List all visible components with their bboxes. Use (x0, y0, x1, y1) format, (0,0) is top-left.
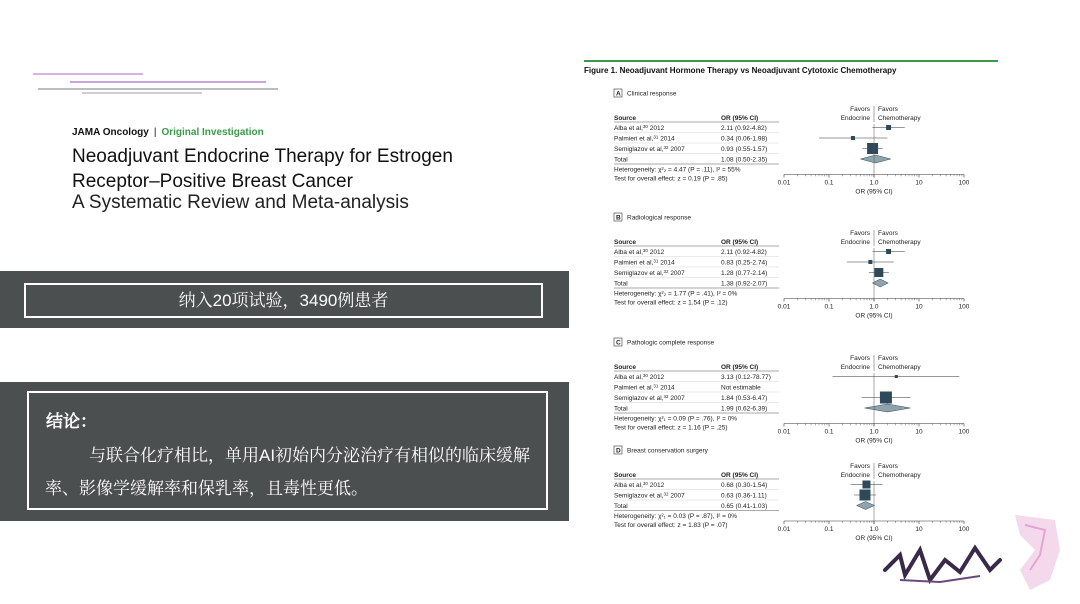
overall-effect-text: Test for overall effect: z = 0.19 (P = .85) (614, 175, 728, 183)
conclusion-text: 与联合化疗相比，单用AI初始内分泌治疗有相似的临床缓解率、影像学缓解率和保乳率，且毒性更低。 (45, 446, 531, 498)
decorative-line (33, 73, 143, 75)
total-or: 1.08 (0.50-2.35) (721, 156, 768, 164)
total-label: Total (614, 280, 628, 288)
col-or-header: OR (95% CI) (721, 364, 759, 371)
article-title: Neoadjuvant Endocrine Therapy for Estrogen Receptor–Positive Breast Cancer (72, 146, 453, 192)
x-tick-label: 10 (915, 303, 923, 311)
heterogeneity-text: Heterogeneity: χ²₂ = 1.77 (P = .41), I² = 0% (614, 290, 738, 298)
total-label: Total (614, 503, 628, 510)
overall-effect-text: Test for overall effect: z = 1.16 (P = .25) (614, 424, 728, 432)
or-marker (895, 375, 898, 378)
x-tick-label: 10 (915, 428, 923, 436)
panel-letter: B (616, 214, 621, 222)
favors-endocrine-label: Favors (850, 355, 870, 362)
journal-name: JAMA Oncology (72, 127, 149, 138)
favors-chemo-label: Favors (878, 230, 898, 237)
col-source-header: Source (614, 364, 637, 371)
favors-chemo-label: Chemotherapy (878, 472, 921, 479)
col-source-header: Source (614, 115, 637, 122)
panel-letter: D (616, 447, 621, 455)
study-or: 0.93 (0.55-1.57) (721, 146, 768, 153)
study-or: 3.13 (0.12-78.77) (721, 374, 771, 381)
x-tick-label: 0.01 (777, 428, 791, 436)
favors-endocrine-label: Favors (850, 463, 870, 470)
study-or: 0.68 (0.30-1.54) (721, 482, 768, 489)
favors-endocrine-label: Endocrine (840, 472, 870, 479)
panel-name: Radiological response (627, 214, 691, 222)
x-tick-label: 100 (958, 428, 970, 436)
study-source: Palmieri et al,$^{31}$ 2014 (614, 134, 675, 143)
study-or: 2.11 (0.92-4.82) (721, 249, 767, 256)
study-source: Semiglazov et al,$^{32}$ 2007 (614, 394, 685, 402)
summary-box: 纳入20项试验，3490例患者 (24, 283, 543, 318)
total-or: 0.65 (0.41-1.03) (721, 503, 768, 510)
study-or: 0.83 (0.25-2.74) (721, 259, 768, 267)
study-source: Alba et al,$^{30}$ 2012 (614, 481, 665, 489)
x-tick-label: 0.1 (824, 303, 834, 311)
study-source: Alba et al,$^{30}$ 2012 (614, 373, 665, 381)
x-tick-label: 10 (915, 526, 923, 533)
overall-effect-text: Test for overall effect: z = 1.83 (P = .07) (614, 522, 728, 529)
favors-endocrine-label: Favors (850, 106, 870, 113)
or-marker (862, 481, 870, 489)
separator: | (153, 127, 157, 138)
x-tick-label: 100 (958, 179, 970, 187)
favors-endocrine-label: Endocrine (840, 239, 870, 246)
total-label: Total (614, 405, 628, 413)
x-tick-label: 0.1 (824, 179, 834, 187)
forest-plot-figure (584, 60, 1000, 560)
or-marker (874, 268, 883, 277)
total-or: 1.38 (0.92-2.07) (721, 280, 768, 288)
panel-name: Pathologic complete response (627, 339, 715, 347)
col-or-header: OR (95% CI) (721, 239, 759, 246)
x-tick-label: 0.01 (777, 179, 791, 187)
total-diamond (860, 155, 890, 163)
col-or-header: OR (95% CI) (721, 115, 759, 122)
panel-name: Clinical response (627, 90, 677, 98)
study-or: 2.11 (0.92-4.82) (721, 125, 767, 132)
total-diamond (865, 404, 911, 412)
decorative-line (70, 81, 266, 83)
x-tick-label: 1.0 (869, 179, 879, 187)
study-or: 0.34 (0.06-1.98) (721, 135, 768, 143)
panel-name: Breast conservation surgery (627, 447, 708, 455)
x-tick-label: 0.1 (824, 526, 834, 533)
panel-letter: C (616, 339, 621, 347)
conclusion-box (27, 391, 548, 510)
study-source: Semiglazov et al,$^{32}$ 2007 (614, 145, 685, 153)
favors-chemo-label: Favors (878, 355, 898, 362)
favors-endocrine-label: Favors (850, 230, 870, 237)
study-source: Semiglazov et al,$^{32}$ 2007 (614, 491, 685, 500)
study-source: Palmieri et al,$^{31}$ 2014 (614, 383, 675, 392)
x-axis-label: OR (95% CI) (855, 188, 893, 196)
heterogeneity-text: Heterogeneity: χ²₂ = 4.47 (P = .11), I² = 55% (614, 166, 741, 174)
or-marker (859, 490, 870, 501)
favors-chemo-label: Chemotherapy (878, 364, 921, 371)
figure-title: Figure 1. Neoadjuvant Hormone Therapy vs Neoadjuvant Cytotoxic Chemotherapy (584, 66, 897, 75)
x-tick-label: 1.0 (869, 303, 879, 311)
total-label: Total (614, 156, 628, 164)
total-diamond (857, 502, 875, 510)
decorative-line (38, 88, 278, 90)
favors-chemo-label: Chemotherapy (878, 239, 921, 246)
study-source: Alba et al,$^{30}$ 2012 (614, 124, 665, 132)
x-tick-label: 100 (958, 303, 970, 311)
study-or: 1.28 (0.77-2.14) (721, 270, 768, 277)
or-marker (867, 143, 878, 154)
favors-chemo-label: Favors (878, 463, 898, 470)
conclusion-heading: 结论： (46, 412, 97, 431)
or-marker (880, 392, 892, 404)
favors-endocrine-label: Endocrine (840, 364, 870, 371)
heterogeneity-text: Heterogeneity: χ²₁ = 0.09 (P = .76), I² = 0% (614, 415, 738, 423)
x-tick-label: 0.1 (824, 428, 834, 436)
x-tick-label: 1.0 (869, 428, 879, 436)
decorative-stamp (880, 510, 1065, 595)
or-marker (851, 136, 855, 140)
favors-chemo-label: Favors (878, 106, 898, 113)
total-diamond (872, 279, 888, 287)
study-or: 0.63 (0.36-1.11) (721, 492, 767, 500)
decorative-line (82, 92, 202, 94)
article-type: Original Investigation (161, 127, 264, 138)
x-tick-label: 0.01 (777, 526, 791, 533)
study-or: Not estimable (721, 384, 761, 392)
total-or: 1.99 (0.62-6.39) (721, 405, 768, 413)
favors-endocrine-label: Endocrine (840, 115, 870, 122)
col-source-header: Source (614, 239, 637, 246)
or-marker (868, 260, 872, 264)
x-tick-label: 100 (958, 526, 970, 533)
study-source: Alba et al,$^{30}$ 2012 (614, 248, 665, 256)
x-tick-label: 1.0 (869, 526, 879, 533)
study-source: Semiglazov et al,$^{32}$ 2007 (614, 269, 685, 277)
col-or-header: OR (95% CI) (721, 472, 759, 479)
x-axis-label: OR (95% CI) (855, 312, 893, 320)
study-or: 1.84 (0.53-6.47) (721, 395, 768, 402)
x-tick-label: 10 (915, 179, 923, 187)
favors-chemo-label: Chemotherapy (878, 115, 921, 122)
overall-effect-text: Test for overall effect: z = 1.54 (P = .12) (614, 299, 728, 307)
heterogeneity-text: Heterogeneity: χ²₁ = 0.03 (P = .87), I² = 0% (614, 513, 738, 520)
x-axis-label: OR (95% CI) (855, 437, 893, 445)
journal-line (72, 127, 264, 138)
article-subtitle: A Systematic Review and Meta-analysis (72, 192, 409, 213)
x-tick-label: 0.01 (777, 303, 791, 311)
or-marker (886, 249, 891, 254)
col-source-header: Source (614, 472, 637, 479)
study-source: Palmieri et al,$^{31}$ 2014 (614, 258, 675, 267)
panel-letter: A (616, 90, 621, 98)
or-marker (886, 125, 891, 130)
x-axis-label: OR (95% CI) (855, 535, 893, 542)
